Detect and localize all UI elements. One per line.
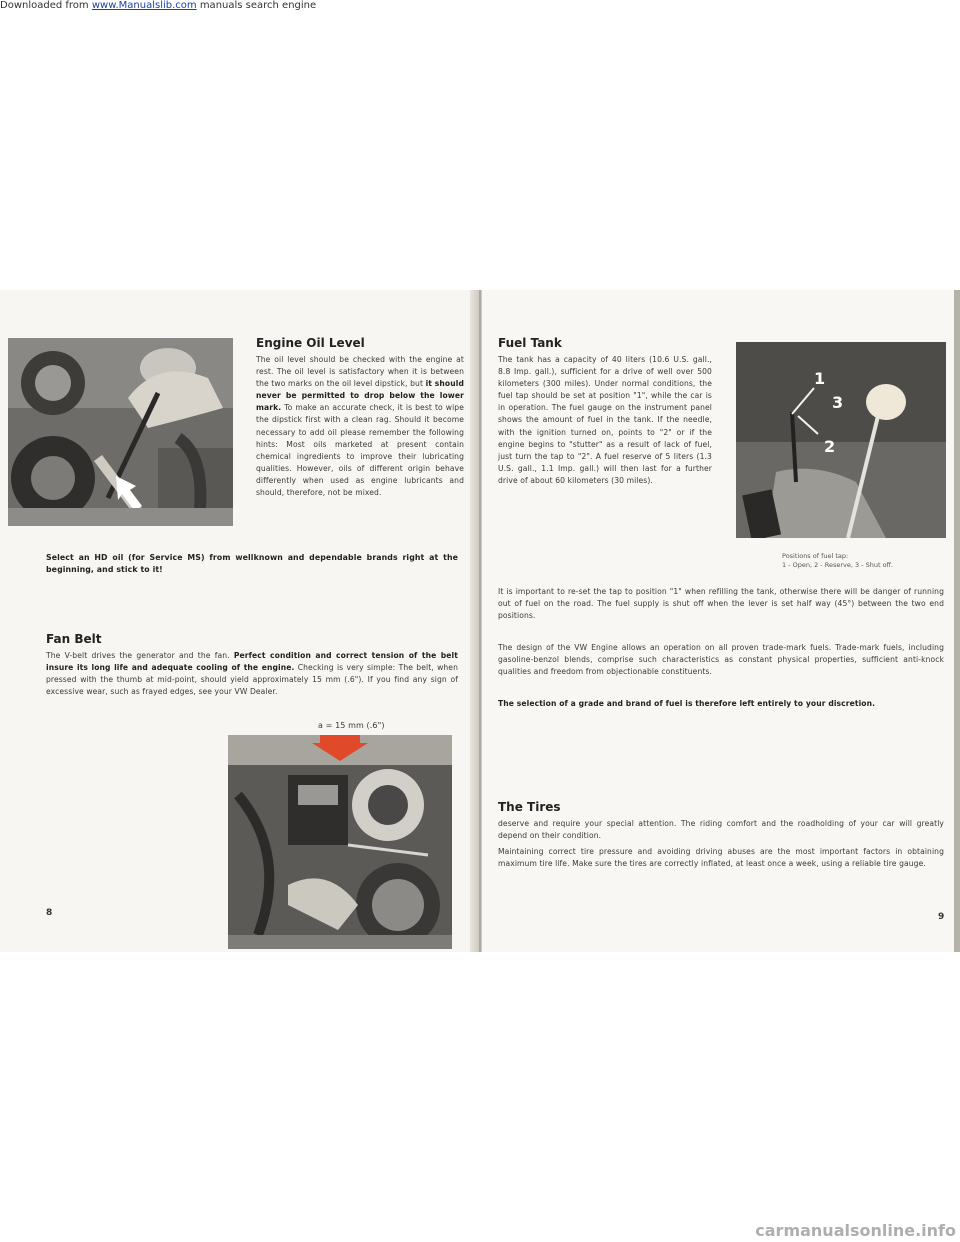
dipstick-photo — [8, 338, 233, 526]
engine-fan-belt-photo — [228, 735, 452, 949]
left-page — [0, 290, 478, 952]
right-page-number: 9 — [938, 912, 945, 922]
fuel-tap-mark-1: 1 — [814, 369, 826, 388]
belt-measure-label: a = 15 mm (.6") — [318, 721, 385, 730]
engine-oil-text-b: To make an accurate check, it is best to wipe the dipstick first with a clean rag. Should it become necessary to add oil please remember the following hints: Most oils marketed at present contain chemical ingredients to improve their lubricating qualities. However, oils of different origin behave differently when used as engine lubricants and should, therefore, not be mixed. — [256, 403, 464, 498]
fan-belt-text — [46, 650, 458, 698]
left-page-number: 8 — [46, 908, 53, 918]
fan-belt-text-a: The V-belt drives the generator and the fan. — [46, 651, 234, 660]
banner-prefix: Downloaded from — [0, 0, 92, 11]
page-edge — [954, 290, 960, 952]
tires-title: The Tires — [498, 800, 561, 814]
site-watermark: carmanualsonline.info — [755, 1221, 956, 1240]
banner-suffix: manuals search engine — [196, 0, 317, 11]
dipstick-photo-image — [8, 338, 233, 526]
fan-belt-title: Fan Belt — [46, 632, 102, 646]
engine-oil-text-a: The oil level should be checked with the engine at rest. The oil level is satisfactory when it is between the two marks on the oil level dipstick, but — [256, 355, 464, 389]
fuel-tap-mark-3: 3 — [832, 393, 844, 412]
tires-text-1: deserve and require your special attention. The riding comfort and the roadholding of your car will greatly depend on their condition. — [498, 819, 944, 841]
engine-oil-text-bold: it should never be permitted to drop below the lower mark. — [256, 379, 464, 413]
fuel-tap-caption — [782, 552, 946, 570]
fan-belt-text-bold: Perfect condition and correct tension of the belt insure its long life and adequate cooling of the engine. — [46, 651, 458, 673]
engine-oil-title: Engine Oil Level — [256, 336, 365, 350]
download-banner — [0, 0, 960, 12]
tires-text-2: Maintaining correct tire pressure and avoiding driving abuses are the most important factors in obtaining maximum tire life. Make sure the tires are correctly inflated, at least once a week, using a reliable tire gauge. — [498, 847, 944, 869]
caption-line-2: 1 - Open, 2 - Reserve, 3 - Shut off. — [782, 561, 894, 569]
engine-design-text: The design of the VW Engine allows an operation on all proven trade-mark fuels. Trade-mark fuels, including gasoline-benzol blends, comprise such characteristics as constant physical properties, sufficient anti-knock qualities and freedom from objectionable constituents. — [498, 643, 944, 677]
right-page — [482, 290, 960, 952]
fuel-tank-title: Fuel Tank — [498, 336, 562, 350]
engine-photo-image — [228, 735, 452, 949]
fan-belt-text-b: Checking is very simple: The belt, when pressed with the thumb at mid-point, should yield approximately 15 mm (.6"). If you find any sign of excessive wear, such as frayed edges, see your VW Dealer. — [46, 663, 458, 697]
caption-line-1: Positions of fuel tap: — [782, 552, 849, 560]
reset-tap-text: It is important to re-set the tap to position "1" when refilling the tank, otherwise there will be danger of running out of fuel on the road. The fuel supply is shut off when the lever is set half way (45°) between the two end positions. — [498, 587, 944, 621]
fuel-tank-text: The tank has a capacity of 40 liters (10.6 U.S. gall., 8.8 Imp. gall.), sufficient for a drive of well over 500 kilometers (300 miles). Under normal conditions, the fuel tap should be set at position "1", while the car is in operation. The fuel gauge on the instrument panel shows the amount of fuel in the tank. If the needle, with the ignition turned on, points to "2" or if the engine begins to "stutter" as a result of lack of fuel, just turn the tap to "2". A fuel reserve of 5 liters (1.3 U.S. gall., 1.1 Imp. gall.) will then last for a further drive of about 60 kilometers (30 miles). — [498, 355, 712, 485]
fuel-tap-photo-image — [736, 342, 946, 538]
manualslib-link[interactable]: www.Manualslib.com — [91, 0, 197, 11]
fuel-tap-mark-2: 2 — [824, 437, 836, 456]
manual-spread — [0, 290, 960, 952]
fuel-tap-photo — [736, 342, 946, 538]
fuel-selection-note: The selection of a grade and brand of fuel is therefore left entirely to your discretion. — [498, 699, 876, 708]
engine-oil-text — [256, 354, 464, 499]
hd-oil-note: Select an HD oil (for Service MS) from wellknown and dependable brands right at the beginning, and stick to it! — [46, 553, 458, 575]
